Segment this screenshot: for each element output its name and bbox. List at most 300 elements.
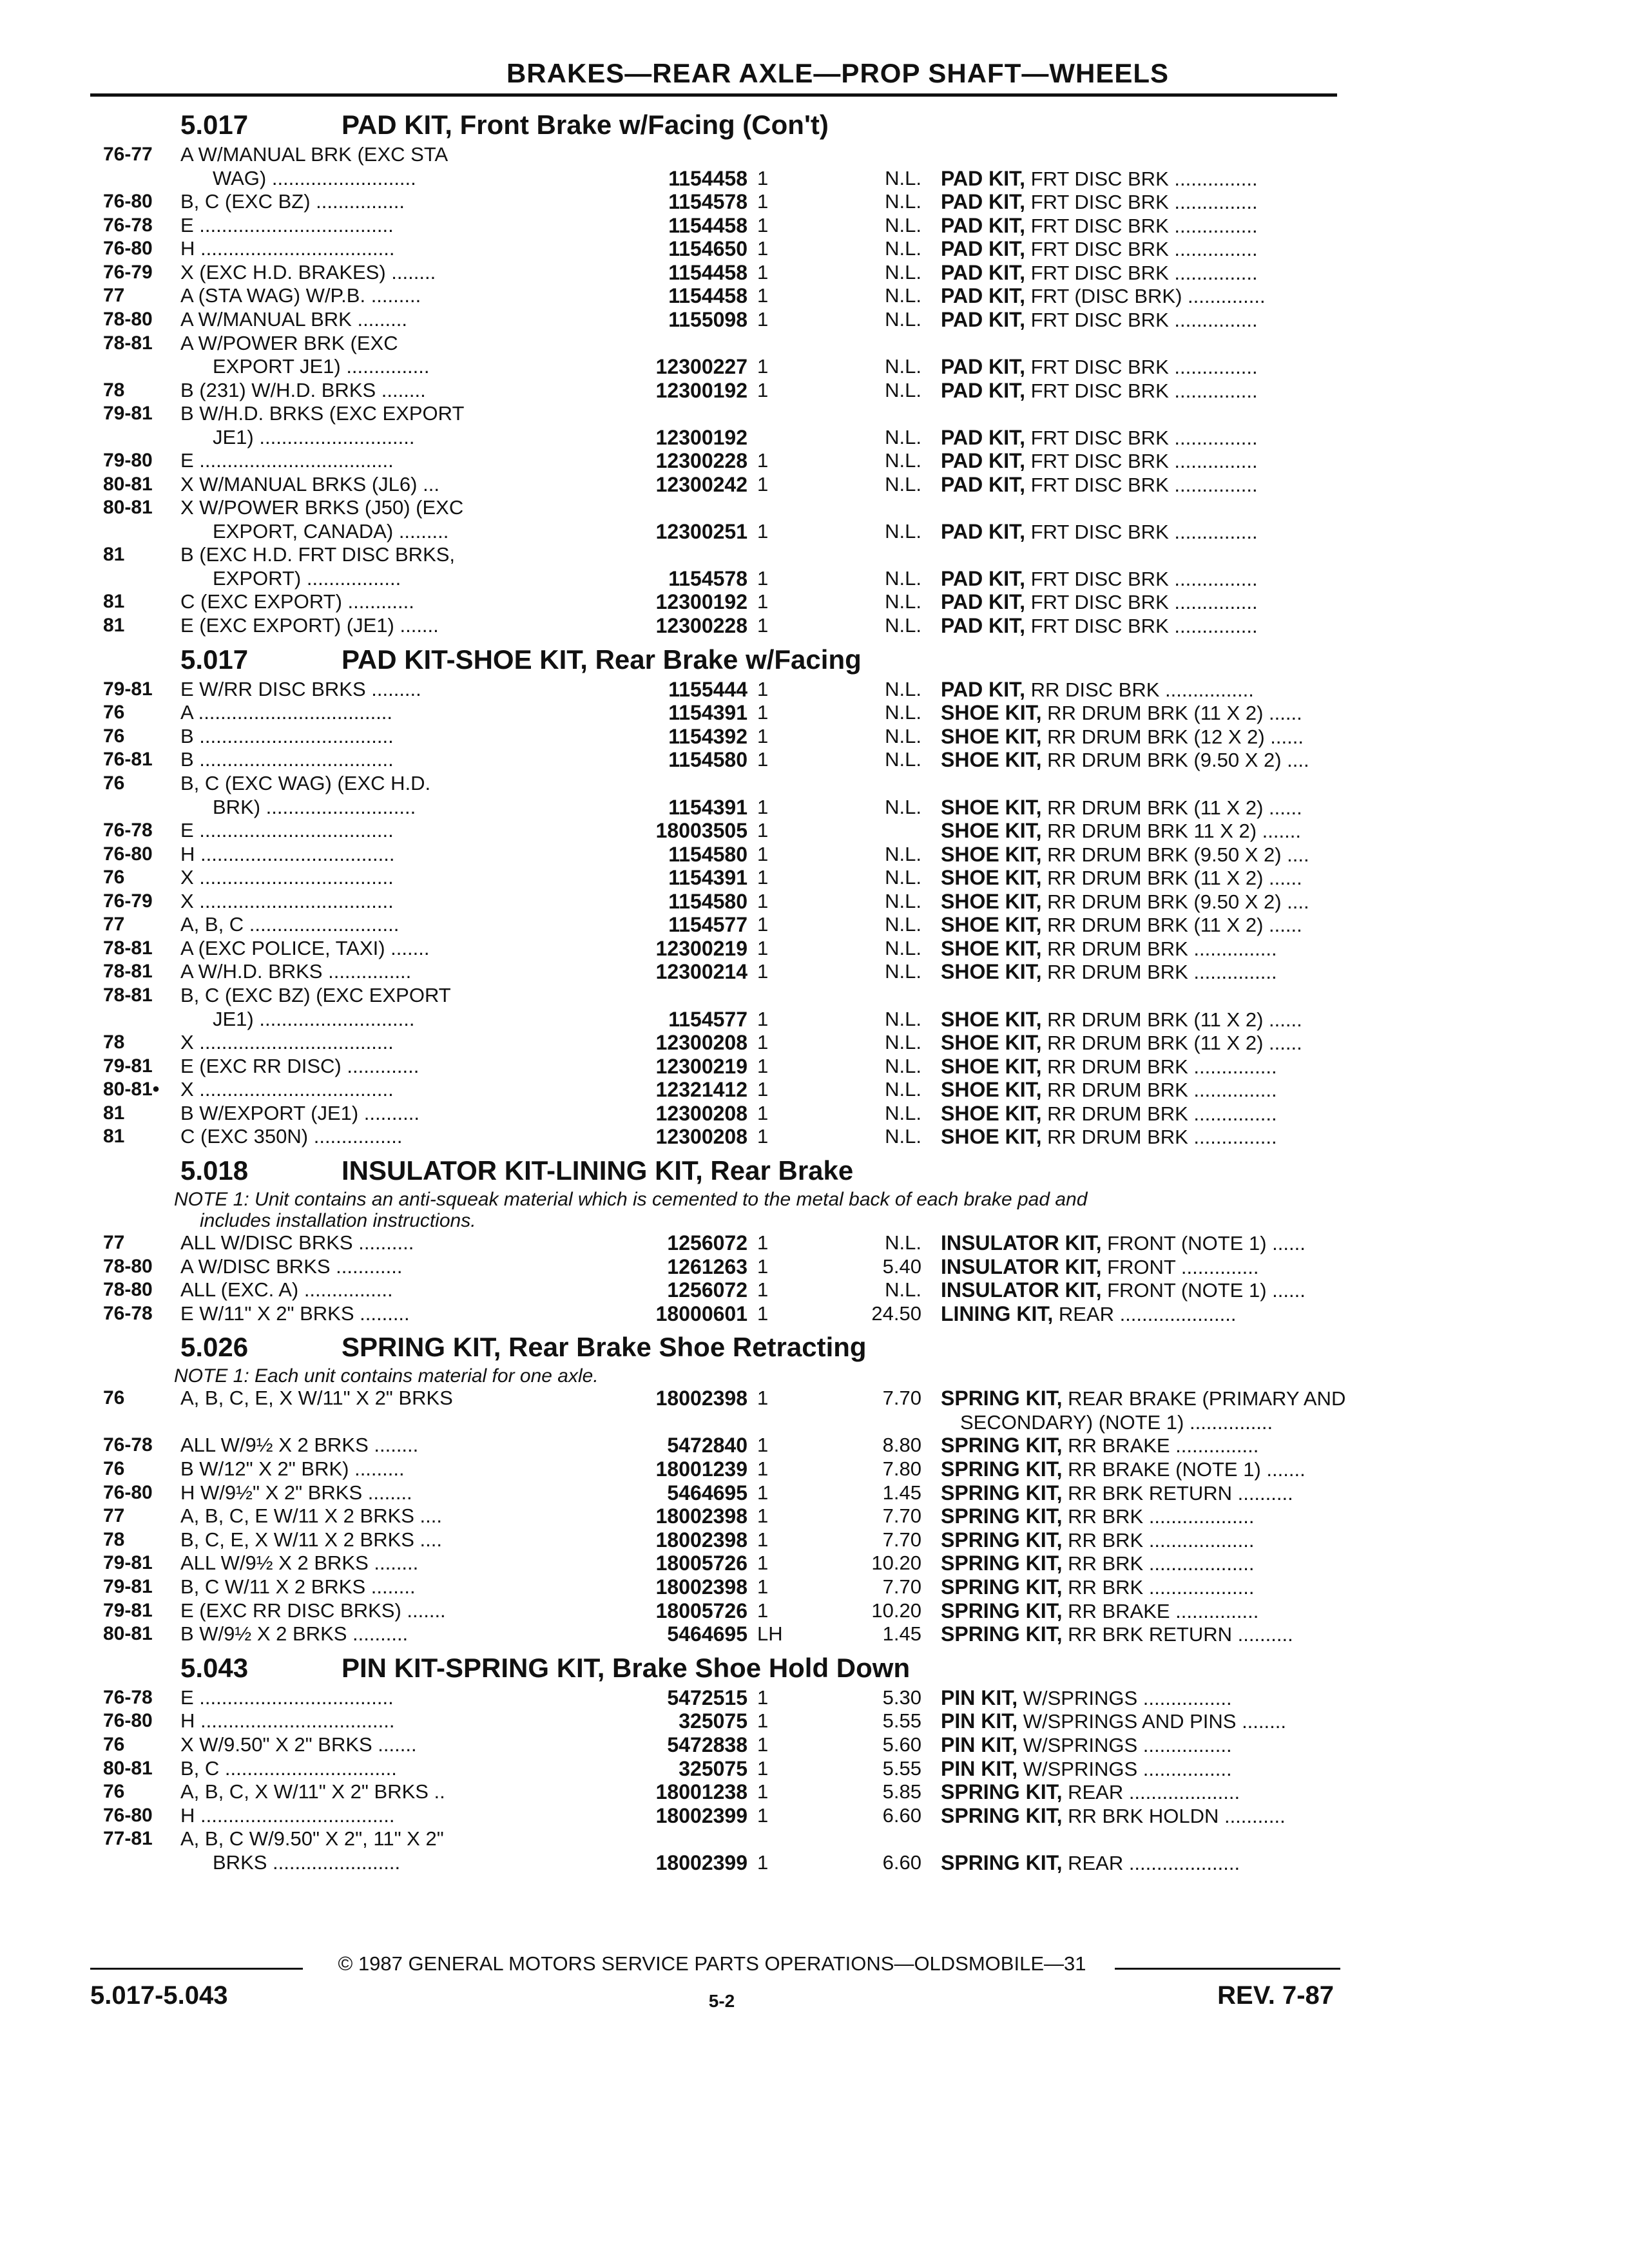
part-name-line2: SECONDARY) (NOTE 1) ............... — [960, 1411, 1273, 1434]
part-name-detail: RR BRK RETURN .......... — [1062, 1481, 1293, 1504]
price: N.L. — [885, 472, 921, 495]
model-years: 76-79 — [103, 261, 153, 283]
part-name-detail: RR DRUM BRK (12 X 2) ...... — [1041, 725, 1304, 748]
description-line: E ................................... — [180, 1686, 394, 1709]
part-name — [941, 1231, 1418, 1256]
part-name-detail: RR BRAKE ............... — [1062, 1599, 1259, 1622]
part-name-bold: SPRING KIT, — [941, 1780, 1063, 1804]
part-name-detail: RR DRUM BRK ............... — [1041, 1102, 1277, 1125]
part-name-detail: RR DISC BRK ................ — [1025, 678, 1254, 701]
part-name-bold: PAD KIT, — [941, 378, 1025, 402]
description-line: A W/H.D. BRKS ............... — [180, 960, 412, 983]
price: N.L. — [885, 1007, 921, 1030]
price: N.L. — [885, 190, 921, 213]
table-row — [90, 379, 1340, 403]
part-name-detail: RR BRK ................... — [1062, 1505, 1255, 1528]
price: N.L. — [885, 936, 921, 959]
description-line: H ................................... — [180, 1709, 395, 1733]
quantity: 1 — [757, 472, 769, 495]
part-name-detail: RR DRUM BRK (9.50 X 2) .... — [1041, 749, 1309, 772]
quantity: 1 — [757, 1125, 769, 1148]
description-line: E ................................... — [180, 449, 394, 472]
price: 6.60 — [882, 1850, 921, 1874]
part-number: 325075 — [679, 1756, 747, 1780]
model-years: 76-81 — [103, 749, 153, 771]
part-name-bold: PAD KIT, — [941, 284, 1025, 308]
model-years: 79-81 — [103, 1055, 153, 1077]
part-name-detail: FRONT (NOTE 1) ...... — [1101, 1279, 1306, 1302]
model-years: 81 — [103, 591, 125, 613]
part-name — [941, 190, 1418, 215]
description-line: B W/12" X 2" BRK) ......... — [180, 1457, 405, 1480]
model-years: 77 — [103, 1232, 125, 1254]
price: 5.30 — [882, 1686, 921, 1709]
model-years: 80-81 — [103, 1757, 153, 1779]
part-name-bold: SHOE KIT, — [941, 1125, 1042, 1149]
price: N.L. — [885, 519, 921, 543]
price: 5.55 — [882, 1756, 921, 1780]
description-line: X ................................... — [180, 889, 394, 912]
description-line: EXPORT, CANADA) ......... — [213, 519, 449, 543]
quantity: 1 — [757, 1850, 769, 1874]
quantity: 1 — [757, 677, 769, 700]
quantity: 1 — [757, 237, 769, 260]
part-number: 5464695 — [667, 1481, 747, 1504]
part-number: 1261263 — [667, 1254, 747, 1278]
model-years: 76-79 — [103, 890, 153, 912]
quantity: 1 — [757, 1686, 769, 1709]
price: N.L. — [885, 590, 921, 613]
section-title-text: SPRING KIT, Rear Brake Shoe Retracting — [342, 1332, 867, 1363]
description-line: ALL (EXC. A) ................ — [180, 1278, 393, 1302]
part-name-detail: RR DRUM BRK (9.50 X 2) .... — [1041, 843, 1309, 866]
part-number: 12300192 — [655, 590, 747, 614]
footer-page-number: 5-2 — [708, 1991, 735, 2011]
model-years: 76-78 — [103, 214, 153, 236]
part-name-bold: SHOE KIT, — [941, 889, 1042, 913]
part-name-bold: SPRING KIT, — [941, 1434, 1063, 1457]
part-number: 12300228 — [655, 449, 747, 473]
part-name-bold: SHOE KIT, — [941, 1007, 1042, 1031]
quantity: 1 — [757, 1387, 769, 1410]
part-name — [941, 1757, 1418, 1782]
quantity: 1 — [757, 613, 769, 637]
quantity: 1 — [757, 1599, 769, 1622]
part-name-detail: FRT DISC BRK ............... — [1025, 261, 1258, 284]
model-years: 81 — [103, 614, 125, 636]
description-line: ALL W/9½ X 2 BRKS ........ — [180, 1434, 419, 1457]
quantity: 1 — [757, 1733, 769, 1756]
part-number: 1154391 — [668, 866, 747, 890]
table-row — [90, 143, 1340, 190]
part-name — [941, 1302, 1418, 1327]
price: 5.55 — [882, 1709, 921, 1733]
part-name-bold: PAD KIT, — [941, 449, 1025, 473]
description-line: E ................................... — [180, 818, 394, 841]
model-years: 78-81 — [103, 985, 153, 1006]
quantity: 1 — [757, 307, 769, 331]
price: N.L. — [885, 260, 921, 284]
quantity: 1 — [757, 378, 769, 401]
part-number: 12300192 — [655, 378, 747, 402]
part-number: 12321412 — [655, 1078, 747, 1102]
part-name — [941, 1055, 1418, 1079]
price: 7.70 — [882, 1504, 921, 1528]
part-number: 18000601 — [655, 1302, 747, 1325]
part-name-bold: PAD KIT, — [941, 190, 1025, 213]
part-number: 12300208 — [655, 1031, 747, 1055]
price: N.L. — [885, 237, 921, 260]
model-years: 76 — [103, 1387, 125, 1409]
part-number: 5472838 — [667, 1733, 747, 1756]
model-years: 80-81• — [103, 1079, 160, 1100]
part-number: 18002398 — [655, 1528, 747, 1552]
part-number: 18003505 — [655, 818, 747, 842]
table-row — [90, 402, 1340, 449]
model-years: 79-81 — [103, 678, 153, 700]
part-name-detail: RR BRK ................... — [1062, 1552, 1255, 1575]
quantity: 1 — [757, 1231, 769, 1254]
model-years: 81 — [103, 1102, 125, 1124]
part-name — [941, 449, 1418, 474]
part-name — [941, 520, 1418, 544]
part-name-bold: PIN KIT, — [941, 1709, 1018, 1733]
part-name-detail: RR DRUM BRK ............... — [1041, 1126, 1277, 1149]
table-row — [90, 1055, 1340, 1079]
model-years: 76 — [103, 1733, 125, 1755]
table-row — [90, 1102, 1340, 1126]
price: 8.80 — [882, 1434, 921, 1457]
part-name-detail: FRONT (NOTE 1) ...... — [1101, 1232, 1306, 1255]
parts-catalog — [90, 103, 1346, 1874]
part-name-detail: FRT DISC BRK ............... — [1025, 214, 1258, 237]
part-name — [941, 1481, 1418, 1506]
part-number: 18005726 — [655, 1552, 747, 1575]
price: N.L. — [885, 613, 921, 637]
part-name-bold: SPRING KIT, — [941, 1599, 1063, 1622]
section-title-text: PIN KIT-SPRING KIT, Brake Shoe Hold Down — [342, 1652, 911, 1683]
section-number: 5.017 — [180, 110, 249, 140]
part-name — [941, 614, 1418, 639]
part-name — [941, 913, 1418, 937]
model-years: 76-80 — [103, 843, 153, 865]
quantity: 1 — [757, 1780, 769, 1803]
table-row — [90, 543, 1340, 590]
part-name-detail: W/SPRINGS ................ — [1017, 1733, 1232, 1756]
section-number: 5.043 — [180, 1652, 249, 1683]
part-name-detail: FRT DISC BRK ............... — [1025, 450, 1258, 473]
part-name — [941, 355, 1418, 380]
quantity: 1 — [757, 913, 769, 936]
part-name-bold: PAD KIT, — [941, 590, 1025, 614]
part-name — [941, 748, 1418, 773]
price: N.L. — [885, 284, 921, 307]
part-name — [941, 1504, 1418, 1529]
price: 7.70 — [882, 1575, 921, 1598]
footer-divider-left — [90, 1968, 303, 1970]
part-name-bold: PAD KIT, — [941, 566, 1025, 590]
table-row — [90, 1827, 1340, 1874]
description-line: WAG) .......................... — [213, 166, 416, 189]
section-title-text: PAD KIT-SHOE KIT, Rear Brake w/Facing — [342, 644, 862, 675]
price: N.L. — [885, 866, 921, 889]
table-row — [90, 937, 1340, 961]
part-number: 18002398 — [655, 1575, 747, 1599]
part-name — [941, 567, 1418, 591]
section-header — [90, 103, 1340, 143]
description-line: X ................................... — [180, 866, 394, 889]
description-line: A W/MANUAL BRK ......... — [180, 307, 407, 331]
model-years: 78 — [103, 1528, 125, 1550]
part-name — [941, 960, 1418, 985]
table-row — [90, 1686, 1340, 1710]
part-name — [941, 590, 1418, 615]
quantity: 1 — [757, 960, 769, 983]
part-name-detail: RR DRUM BRK (11 X 2) ...... — [1041, 914, 1302, 937]
part-name-detail: RR BRK HOLDN ........... — [1062, 1804, 1286, 1827]
table-row — [90, 614, 1340, 638]
part-name-bold: PAD KIT, — [941, 213, 1025, 237]
part-name — [941, 1552, 1418, 1576]
quantity: 1 — [757, 936, 769, 959]
note-line: NOTE 1: Unit contains an anti-squeak material which is cemented to the metal back of each brake pad and — [174, 1189, 1088, 1211]
part-name-bold: SHOE KIT, — [941, 1078, 1042, 1102]
description-line: X ................................... — [180, 1031, 394, 1054]
section-header — [90, 1149, 1340, 1189]
part-number: 12300219 — [655, 936, 747, 960]
part-name-detail: W/SPRINGS AND PINS ........ — [1017, 1710, 1286, 1733]
table-row — [90, 1622, 1340, 1646]
table-row — [90, 332, 1340, 379]
part-number: 1154580 — [668, 748, 747, 772]
table-row — [90, 1481, 1340, 1505]
quantity: 1 — [757, 1278, 769, 1302]
table-row — [90, 725, 1340, 749]
description-line: ALL W/DISC BRKS .......... — [180, 1231, 414, 1254]
part-name-bold: SPRING KIT, — [941, 1552, 1063, 1575]
part-number: 1154577 — [668, 1007, 747, 1031]
part-number: 1154577 — [668, 913, 747, 937]
description-line: H W/9½" X 2" BRKS ........ — [180, 1481, 412, 1504]
part-name-detail: FRT DISC BRK ............... — [1025, 356, 1258, 379]
quantity: 1 — [757, 190, 769, 213]
description-line: B W/H.D. BRKS (EXC EXPORT — [180, 402, 465, 425]
part-name-bold: PAD KIT, — [941, 237, 1025, 261]
part-name-bold: SHOE KIT, — [941, 1031, 1042, 1055]
part-number: 1154580 — [668, 842, 747, 866]
price: N.L. — [885, 307, 921, 331]
part-name — [941, 1780, 1418, 1805]
part-number: 12300227 — [655, 355, 747, 379]
table-row — [90, 701, 1340, 725]
part-number: 1154458 — [668, 213, 747, 237]
part-name-bold: SHOE KIT, — [941, 818, 1042, 842]
price: 10.20 — [871, 1552, 921, 1575]
part-name-bold: SPRING KIT, — [941, 1504, 1063, 1528]
price: N.L. — [885, 213, 921, 236]
part-name — [941, 1733, 1418, 1758]
part-name-bold: SPRING KIT, — [941, 1528, 1063, 1552]
part-name — [941, 473, 1418, 497]
price: N.L. — [885, 701, 921, 724]
part-name-detail: RR DRUM BRK 11 X 2) ....... — [1041, 819, 1301, 842]
section-title-text: PAD KIT, Front Brake w/Facing (Con't) — [342, 110, 829, 140]
part-name-bold: PAD KIT, — [941, 355, 1025, 379]
part-name — [941, 796, 1418, 820]
part-name-bold: PAD KIT, — [941, 613, 1025, 637]
table-row — [90, 261, 1340, 285]
part-name-bold: SPRING KIT, — [941, 1387, 1063, 1410]
table-row — [90, 1599, 1340, 1623]
table-row — [90, 772, 1340, 819]
description-line: A, B, C, X W/11" X 2" BRKS .. — [180, 1780, 445, 1803]
model-years: 79-80 — [103, 450, 153, 472]
part-number: 12300214 — [655, 960, 747, 984]
part-name — [941, 937, 1418, 961]
description-line: B ................................... — [180, 748, 394, 771]
part-number: 1155444 — [668, 677, 747, 701]
table-row — [90, 748, 1340, 772]
part-number: 5464695 — [667, 1622, 747, 1646]
part-number: 18002399 — [655, 1803, 747, 1827]
description-line: X W/9.50" X 2" BRKS ....... — [180, 1733, 417, 1756]
price: N.L. — [885, 1031, 921, 1054]
model-years: 76-80 — [103, 1804, 153, 1826]
price: 10.20 — [871, 1599, 921, 1622]
part-name-detail: FRT DISC BRK ............... — [1025, 191, 1258, 213]
part-name-bold: SHOE KIT, — [941, 1101, 1042, 1125]
section-header — [90, 638, 1340, 678]
part-number: 1154650 — [668, 237, 747, 261]
description-line: B, C (EXC BZ) ................ — [180, 190, 405, 213]
table-row — [90, 913, 1340, 937]
quantity: 1 — [757, 842, 769, 865]
part-number: 5472840 — [667, 1434, 747, 1457]
quantity: 1 — [757, 1302, 769, 1325]
table-row — [90, 473, 1340, 497]
quantity: 1 — [757, 166, 769, 189]
part-name — [941, 1599, 1418, 1624]
part-name-detail: FRT DISC BRK ............... — [1025, 426, 1258, 449]
table-row — [90, 1575, 1340, 1599]
description-line: A (EXC POLICE, TAXI) ....... — [180, 936, 430, 959]
part-name-bold: INSULATOR KIT, — [941, 1254, 1102, 1278]
price: N.L. — [885, 1078, 921, 1101]
part-name-detail: FRT DISC BRK ............... — [1025, 567, 1258, 590]
part-name-detail: RR DRUM BRK ............... — [1041, 1055, 1277, 1078]
part-name-detail: REAR ..................... — [1053, 1302, 1237, 1325]
quantity: 1 — [757, 1007, 769, 1030]
part-name — [941, 1278, 1418, 1303]
model-years: 78 — [103, 379, 125, 401]
model-years: 76-80 — [103, 191, 153, 212]
model-years: 76 — [103, 772, 125, 794]
part-name — [941, 678, 1418, 702]
model-years: 78-80 — [103, 1279, 153, 1301]
model-years: 77 — [103, 285, 125, 307]
price: N.L. — [885, 1101, 921, 1124]
section-note — [90, 1365, 1340, 1387]
part-number: 12300208 — [655, 1125, 747, 1149]
part-number: 1256072 — [667, 1278, 747, 1302]
model-years: 76-80 — [103, 238, 153, 260]
quantity: 1 — [757, 1803, 769, 1827]
part-number: 1154458 — [668, 284, 747, 308]
table-row — [90, 678, 1340, 702]
part-name-bold: SPRING KIT, — [941, 1457, 1063, 1481]
footer-divider-right — [1115, 1968, 1340, 1970]
description-line: A W/POWER BRK (EXC — [180, 331, 398, 354]
part-number: 18002398 — [655, 1387, 747, 1410]
description-line: BRK) ........................... — [213, 795, 416, 818]
part-name-detail: W/SPRINGS ................ — [1017, 1686, 1232, 1709]
part-number: 18002399 — [655, 1850, 747, 1874]
table-row — [90, 1757, 1340, 1781]
table-row — [90, 866, 1340, 890]
part-number: 1256072 — [667, 1231, 747, 1255]
description-line: B, C (EXC WAG) (EXC H.D. — [180, 771, 431, 794]
part-name — [941, 237, 1418, 262]
model-years: 76 — [103, 1781, 125, 1803]
section-number: 5.026 — [180, 1332, 249, 1363]
model-years: 76-78 — [103, 1434, 153, 1456]
description-line: A W/MANUAL BRK (EXC STA — [180, 143, 448, 166]
description-line: X (EXC H.D. BRAKES) ........ — [180, 260, 436, 284]
quantity: 1 — [757, 724, 769, 747]
table-row — [90, 1552, 1340, 1575]
part-name-bold: PIN KIT, — [941, 1733, 1018, 1756]
part-number: 325075 — [679, 1709, 747, 1733]
price: N.L. — [885, 842, 921, 865]
part-name-bold: PAD KIT, — [941, 677, 1025, 701]
model-years: 78-81 — [103, 937, 153, 959]
model-years: 80-81 — [103, 473, 153, 495]
price: 7.70 — [882, 1528, 921, 1551]
table-row — [90, 1231, 1340, 1255]
section-title-text: INSULATOR KIT-LINING KIT, Rear Brake — [342, 1155, 854, 1186]
note-line: includes installation instructions. — [200, 1210, 476, 1232]
description-line: EXPORT JE1) ............... — [213, 355, 430, 378]
table-row — [90, 590, 1340, 614]
description-line: H ................................... — [180, 1803, 395, 1827]
table-row — [90, 1434, 1340, 1457]
model-years: 76-80 — [103, 1481, 153, 1503]
part-number: 12300228 — [655, 613, 747, 637]
part-name-bold: PIN KIT, — [941, 1756, 1018, 1780]
price: 7.80 — [882, 1457, 921, 1480]
part-name — [941, 1434, 1418, 1458]
model-years: 78-80 — [103, 1255, 153, 1277]
model-years: 76-77 — [103, 144, 153, 165]
description-line: X W/MANUAL BRKS (JL6) ... — [180, 472, 439, 495]
price: 24.50 — [871, 1302, 921, 1325]
price: N.L. — [885, 677, 921, 700]
description-line: A, B, C, E, X W/11" X 2" BRKS — [180, 1387, 453, 1410]
quantity: 1 — [757, 213, 769, 236]
description-line: B, C W/11 X 2 BRKS ........ — [180, 1575, 416, 1598]
part-name-bold: SHOE KIT, — [941, 842, 1042, 866]
description-line: H ................................... — [180, 842, 395, 865]
table-row — [90, 1804, 1340, 1828]
part-name — [941, 1457, 1418, 1482]
table-row — [90, 1302, 1340, 1326]
part-name-bold: INSULATOR KIT, — [941, 1231, 1102, 1255]
price: N.L. — [885, 1231, 921, 1254]
quantity: 1 — [757, 866, 769, 889]
table-row — [90, 1733, 1340, 1757]
table-row — [90, 1504, 1340, 1528]
part-number: 18002398 — [655, 1504, 747, 1528]
